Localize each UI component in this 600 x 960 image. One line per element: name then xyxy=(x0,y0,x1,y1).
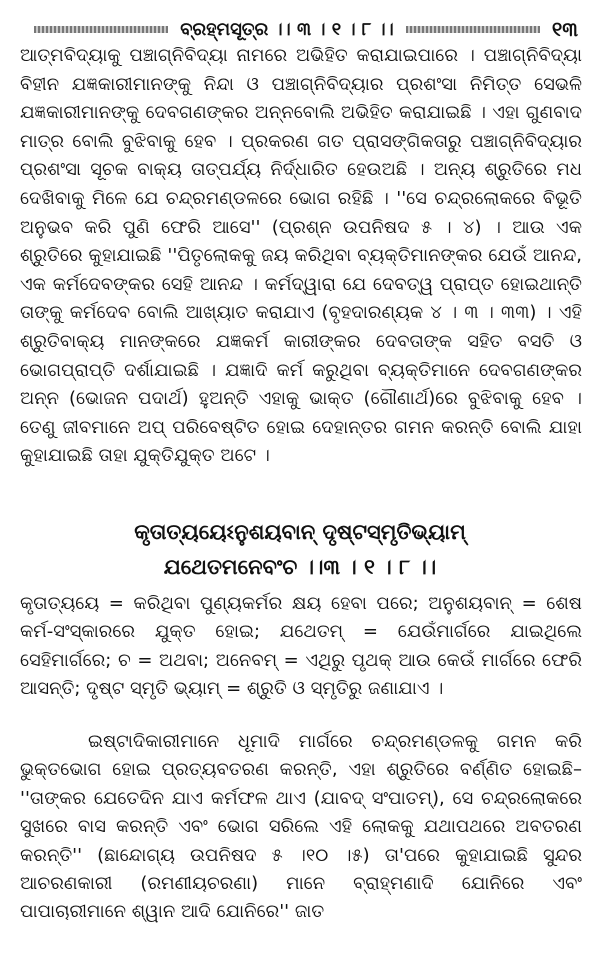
header-rule-right xyxy=(406,26,540,33)
page-header xyxy=(22,12,578,46)
commentary-paragraph: ଆତ୍ମବିଦ୍ୟାକୁ ପଞ୍ଚାଗ୍ନିବିଦ୍ୟା ନାମରେ ଅଭିହିତ କରାଯାଇପାରେ । ପଞ୍ଚାଗ୍ନିବିଦ୍ୟା ବିହୀନ ଯଜ୍ଞକାରୀମାନଙ୍କୁ ନିନ୍ଦା ଓ ପଞ୍ଚାଗ୍ନିବିଦ୍ୟାର ପ୍ରଶଂସା ନିମିତ୍ତ ସେଭଳି ଯଜ୍ଞକାରୀମାନଙ୍କୁ ଦେବଗଣଙ୍କର ଅନ୍ନବୋଲି ଅଭିହିତ କରାଯାଇଛି । ଏହା ଗୁଣବାଦ ମାତ୍ର ବୋଲି ବୁଝିବାକୁ ହେବ । ପ୍ରକରଣ ଗତ ପ୍ରାସଙ୍ଗିକତାରୁ ପଞ୍ଚାଗ୍ନିବିଦ୍ୟାର ପ୍ରଶଂସା ସୂଚକ ବାକ୍ୟ ତାତ୍ପର୍ଯ୍ୟ ନିର୍ଦ୍ଧାରିତ ହେଉଅଛି । ଅନ୍ୟ ଶ୍ରୁତିରେ ମଧ ଦେଖିବାକୁ ମିଳେ ଯେ ଚନ୍ଦ୍ରମଣ୍ଡଳରେ ଭୋଗ ରହିଛି । ''ସେ ଚନ୍ଦ୍ରଲୋକରେ ବିଭୂତି ଅନୁଭବ କରି ପୁଣି ଫେରି ଆସେ'' (ପ୍ରଶ୍ନ ଉପନିଷଦ ୫ । ୪) । ଆଉ ଏକ ଶ୍ରୁତିରେ କୁହାଯାଇଛି ''ପିତୃଲୋକକୁ ଜୟ କରିଥିବା ବ୍ୟକ୍ତିମାନଙ୍କର ଯେଉଁ ଆନନ୍ଦ, ଏକ କର୍ମଦେବଙ୍କର ସେହି ଆନନ୍ଦ । କର୍ମଦ୍ୱାରା ଯେ ଦେବତ୍ୱ ପ୍ରାପ୍ତ ହୋଇଥାନ୍ତି ତାଙ୍କୁ କର୍ମଦେବ ବୋଲି ଆଖ୍ୟାତ କରାଯାଏ (ବୃହଦାରଣ୍ୟକ ୪ । ୩ । ୩୩) । ଏହି ଶ୍ରୁତିବାକ୍ୟ ମାନଙ୍କରେ ଯଜ୍ଞକର୍ମ କାରୀଙ୍କର ଦେବତାଙ୍କ ସହିତ ବସତି ଓ ଭୋଗପ୍ରାପ୍ତି ଦର୍ଶାଯାଇଛି । ଯଜ୍ଞାଦି କର୍ମ କରୁଥିବା ବ୍ୟକ୍ତିମାନେ ଦେବଗଣଙ୍କର ଅନ୍ନ (ଭୋଜନ ପଦାର୍ଥ) ହୁଅନ୍ତି ଏହାକୁ ଭାକ୍ତ (ଗୌଣାର୍ଥ)ରେ ବୁଝିବାକୁ ହେବ । ତେଣୁ ଜୀବମାନେ ଅପ୍ ପରିବେଷ୍ଟିତ ହୋଇ ଦେହାନ୍ତର ଗମନ କରନ୍ତି ବୋଲି ଯାହା କୁହାଯାଇଛି ତାହା ଯୁକ୍ତିଯୁକ୍ତ ଅଟେ । xyxy=(20,45,582,467)
explanation-paragraph: ଇଷ୍ଟାଦିକାରୀମାନେ ଧୂମାଦି ମାର୍ଗରେ ଚନ୍ଦ୍ରମଣ୍ଡଳକୁ ଗମନ କରି ଭୁକ୍ତଭୋଗ ହୋଇ ପ୍ରତ୍ୟବତରଣ କରନ୍ତି, ଏହା ଶ୍ରୁତିରେ ବର୍ଣ୍ଣିତ ହୋଇଛି– ''ତାଙ୍କର ଯେତେଦିନ ଯାଏ କର୍ମଫଳ ଥାଏ (ଯାବଦ୍ ସଂପାତମ୍), ସେ ଚନ୍ଦ୍ରଲୋକରେ ସୁଖରେ ବାସ କରନ୍ତି ଏବଂ ଭୋଗ ସରିଲେ ଏହି ଲୋକକୁ ଯଥାପଥରେ ଅବତରଣ କରନ୍ତି'' (ଛାନ୍ଦୋଗ୍ୟ ଉପନିଷଦ ୫ ।୧୦ ।୫) ତା'ପରେ କୁହାଯାଇଛି ସୁନ୍ଦର ଆଚରଣକାରୀ (ରମଣୀୟଚରଣା) ମାନେ ବ୍ରାହ୍ମଣାଦି ଯୋନିରେ ଏବଂ ପାପାଚାରୀମାନେ ଶ୍ୱାନ ଆଦି ଯୋନିରେ'' ଜାତ xyxy=(20,731,582,923)
sutra-line-2: ଯଥେତମନେବଂଚ ।।୩ । ୧ । ୮ ।। xyxy=(163,555,437,579)
sutra-line-1: କୃତାତ୍ୟୟେଽନୁଶୟବାନ୍ ଦୃଷ୍ଟସ୍ମୃତିଭ୍ୟାମ୍ xyxy=(134,520,466,544)
page-number: ୧୩ xyxy=(551,17,578,41)
header-rule-left xyxy=(34,26,168,33)
sutra-block xyxy=(20,515,580,585)
word-meaning-paragraph: କୃତାତ୍ୟୟେ = କରିଥିବା ପୁଣ୍ୟକର୍ମର କ୍ଷୟ ହେବା ପରେ; ଅନୁଶୟବାନ୍ = ଶେଷ କର୍ମ-ସଂସ୍କାରରେ ଯୁକ୍ତ ହୋଇ; ଯଥେତମ୍ = ଯେଉଁମାର୍ଗରେ ଯାଇଥିଲେ ସେହିମାର୍ଗରେ; ଚ = ଅଥବା; ଅନେବମ୍ = ଏଥିରୁ ପୃଥକ୍ ଆଉ କେଉଁ ମାର୍ଗରେ ଫେରି ଆସନ୍ତି; ଦୃଷ୍ଟ ସ୍ମୃତି ଭ୍ୟାମ୍ = ଶ୍ରୁତି ଓ ସ୍ମୃତିରୁ ଜଣାଯାଏ । xyxy=(20,593,582,700)
header-title: ବ୍ରହ୍ମସୂତ୍ର ।। ୩ । ୧ । ୮ ।। xyxy=(180,18,394,40)
